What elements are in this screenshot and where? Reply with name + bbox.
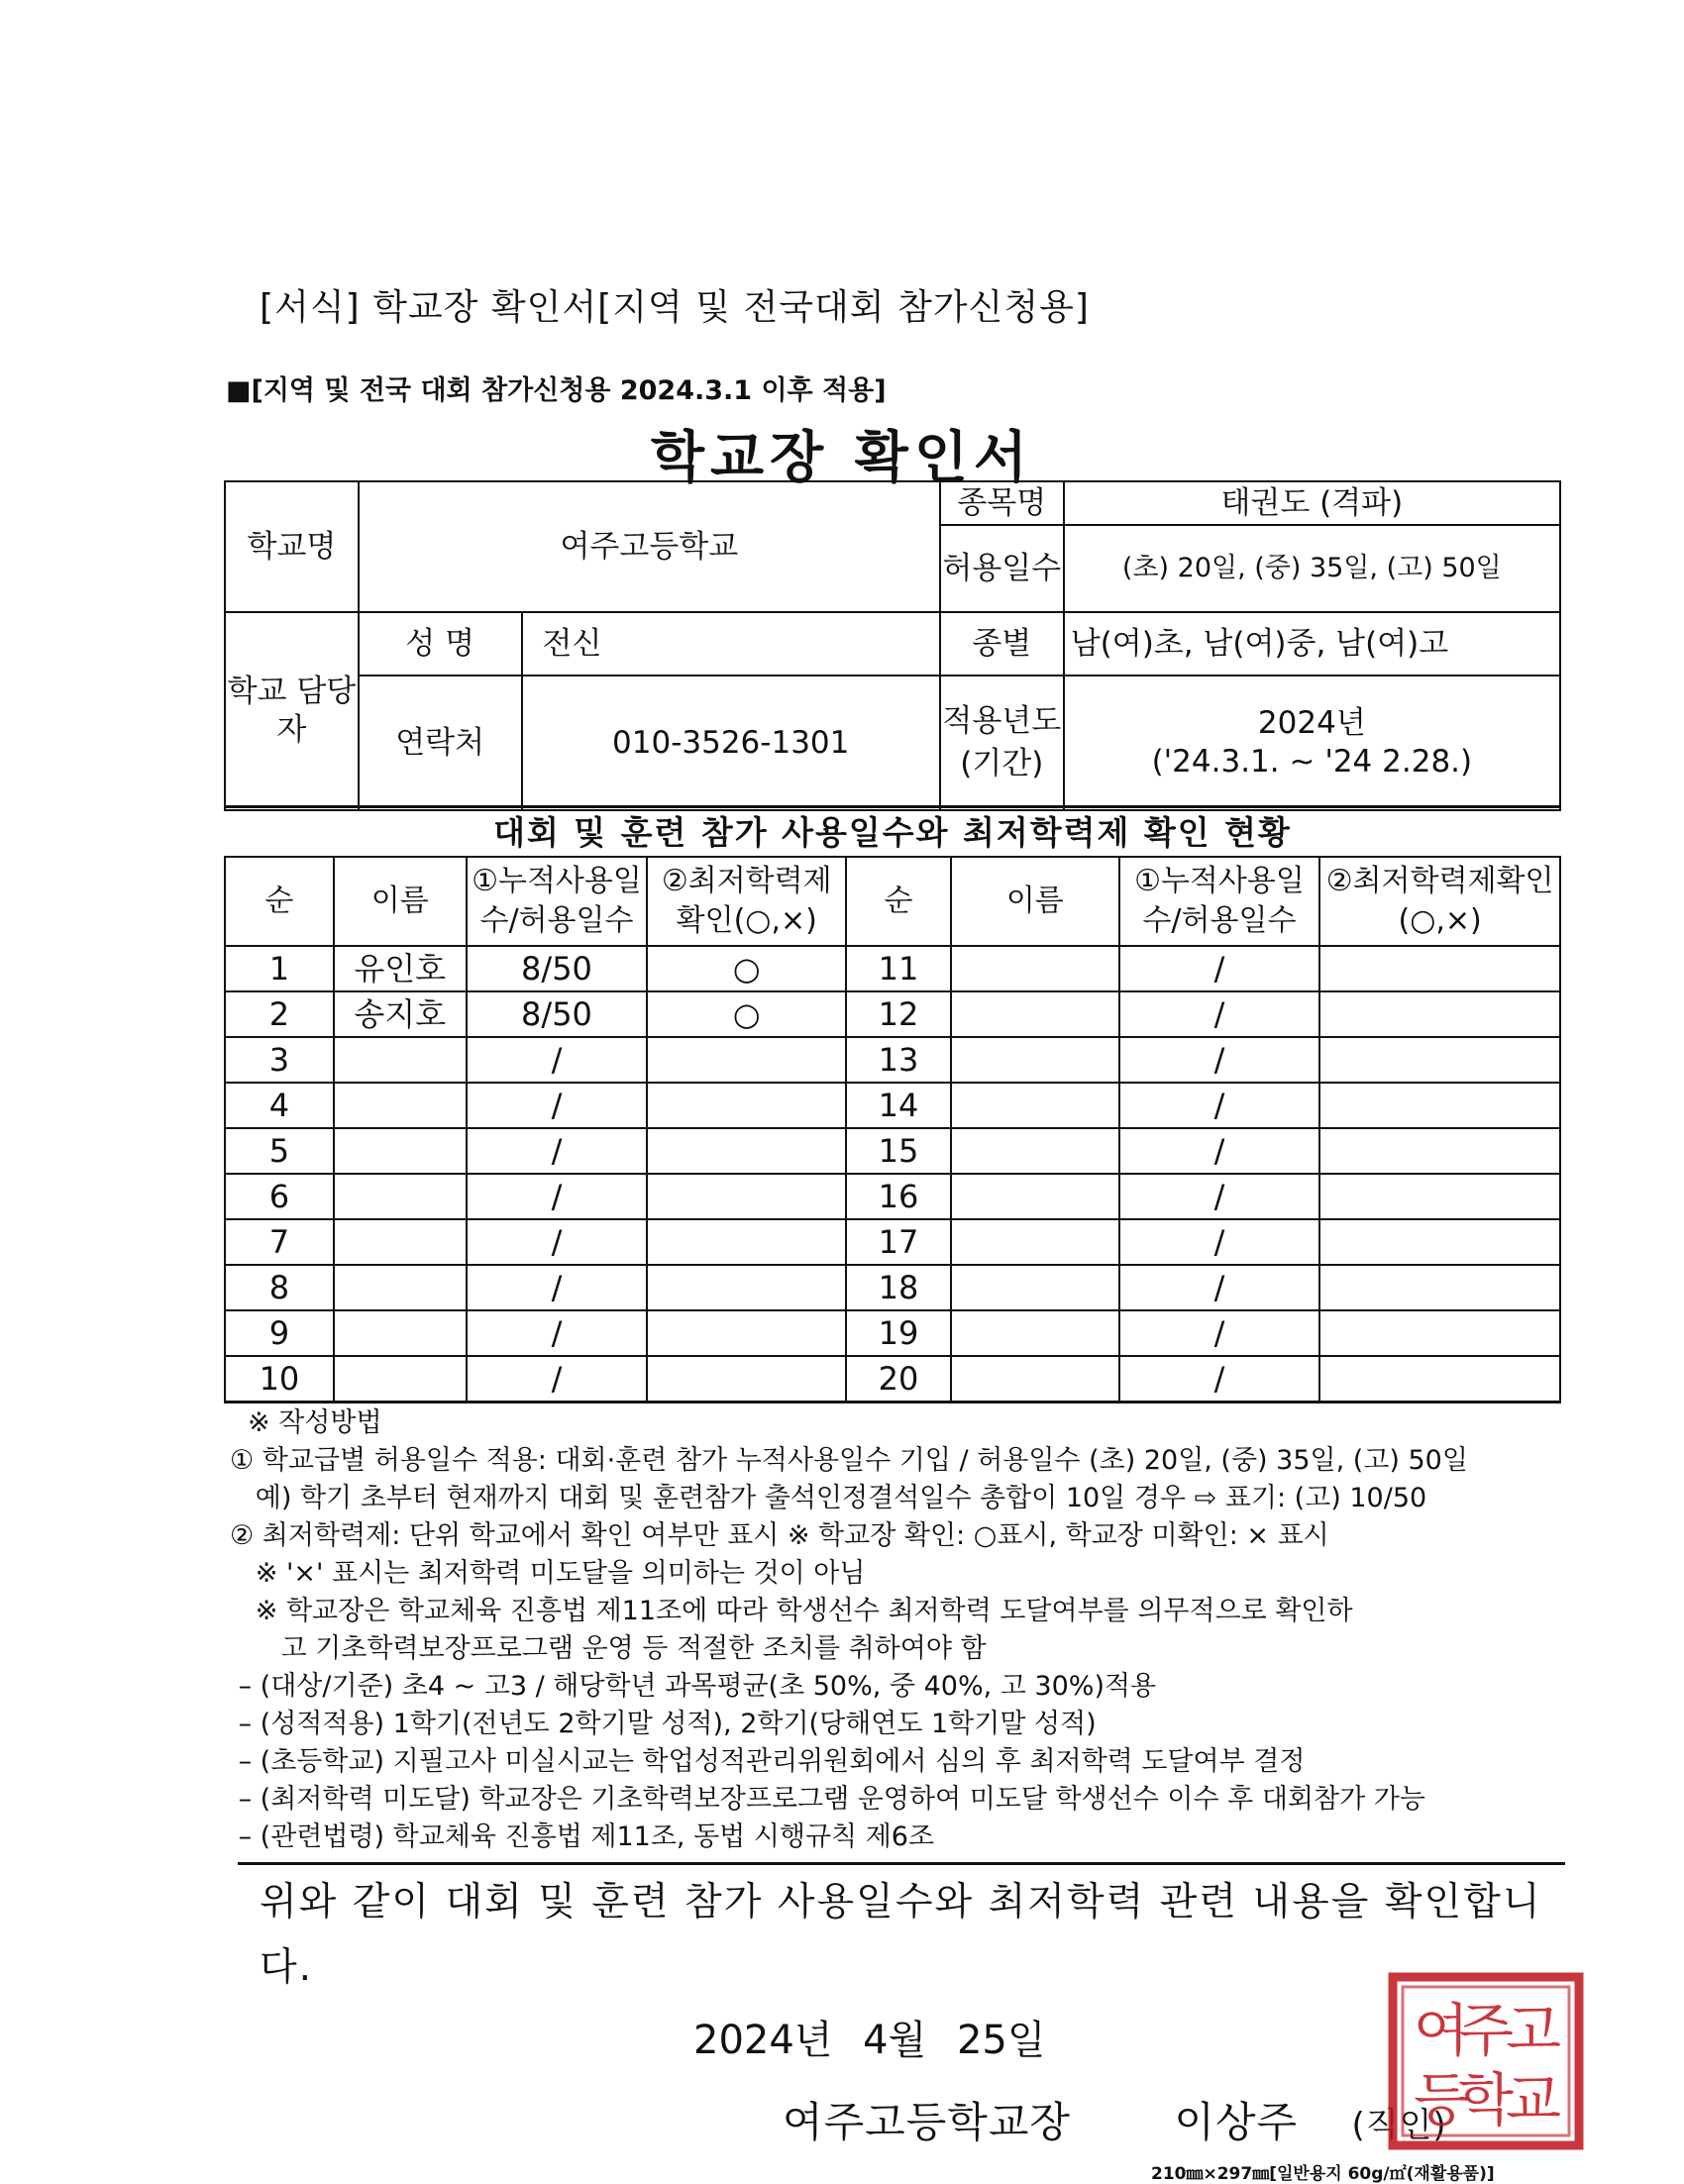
table-row <box>225 1128 1560 1174</box>
row-check <box>647 1356 846 1403</box>
row-check <box>647 1128 846 1174</box>
seal-mark: (직인) <box>1351 2106 1447 2145</box>
table-row <box>225 1174 1560 1219</box>
period-value: ('24.3.1. ~ '24 2.28.) <box>1151 744 1473 780</box>
school-label: 학교명 <box>225 481 359 612</box>
days-value: (초) 20일, (중) 35일, (고) 50일 <box>1064 525 1560 612</box>
header-name: 이름 <box>951 857 1119 946</box>
row-check: ○ <box>647 946 846 991</box>
row-name <box>951 1219 1119 1265</box>
row-name <box>951 1037 1119 1083</box>
instruction-line: ② 최저학력제: 단위 학교에서 확인 여부만 표시 ※ 학교장 확인: ○표시, 학교장 미확인: × 표시 <box>230 1520 1329 1551</box>
row-no: 14 <box>846 1083 951 1128</box>
year-value: 2024년 <box>1257 705 1366 742</box>
event-value: 태권도 (격파) <box>1064 481 1560 525</box>
signer <box>783 2090 1447 2149</box>
row-check <box>647 1310 846 1356</box>
document-title: 학교장 확인서 <box>650 426 1034 490</box>
svg-text:고: 고 <box>1505 1997 1562 2064</box>
info-table <box>224 480 1561 811</box>
row-no: 6 <box>225 1174 334 1219</box>
instruction-line: 고 기초학력보장프로그램 운영 등 적절한 조치를 취하여야 함 <box>230 1633 987 1664</box>
row-no: 20 <box>846 1356 951 1403</box>
row-name <box>334 1265 467 1310</box>
instructions-heading: ※ 작성방법 <box>248 1407 382 1438</box>
instructions <box>230 1404 1577 1856</box>
row-name <box>334 1310 467 1356</box>
table-row <box>225 1310 1560 1356</box>
row-name <box>334 1128 467 1174</box>
event-label: 종목명 <box>940 481 1064 525</box>
table-row <box>225 1219 1560 1265</box>
row-check <box>1319 991 1560 1037</box>
date-month: 4월 <box>863 2018 927 2063</box>
row-check <box>647 1037 846 1083</box>
row-name <box>951 946 1119 991</box>
row-days: / <box>467 1265 648 1310</box>
row-name <box>334 1356 467 1403</box>
row-name <box>951 991 1119 1037</box>
year-label: 적용년도 (기간) <box>940 676 1064 810</box>
header-days: ①누적사용일수/허용일수 <box>467 857 648 946</box>
row-name: 유인호 <box>334 946 467 991</box>
category-label: 종별 <box>940 612 1064 676</box>
header-check: ②최저학력제확인(○,×) <box>1319 857 1560 946</box>
divider <box>238 1862 1565 1865</box>
form-title: [서식] 학교장 확인서[지역 및 전국대회 참가신청용] <box>260 287 1090 328</box>
name-label: 성 명 <box>359 612 522 676</box>
svg-text:등: 등 <box>1413 2066 1470 2133</box>
row-check <box>1319 1265 1560 1310</box>
header-days: ①누적사용일수/허용일수 <box>1119 857 1320 946</box>
row-check <box>1319 1037 1560 1083</box>
school-value: 여주고등학교 <box>359 481 940 612</box>
row-name <box>951 1128 1119 1174</box>
table-row <box>225 1356 1560 1403</box>
category-value: 남(여)초, 남(여)중, 남(여)고 <box>1064 612 1560 676</box>
row-name <box>334 1174 467 1219</box>
row-days: / <box>1119 1310 1320 1356</box>
header-no: 순 <box>225 857 334 946</box>
roster-header <box>225 857 1560 946</box>
row-check: ○ <box>647 991 846 1037</box>
row-name <box>951 1174 1119 1219</box>
row-check <box>647 1174 846 1219</box>
table-row <box>225 991 1560 1037</box>
header-check: ②최저학력제확인(○,×) <box>647 857 846 946</box>
row-days: / <box>467 1174 648 1219</box>
contact-label: 연락처 <box>359 676 522 810</box>
row-check <box>1319 946 1560 991</box>
row-check <box>647 1219 846 1265</box>
instruction-line: – (관련법령) 학교체육 진흥법 제11조, 동법 시행규칙 제6조 <box>230 1821 935 1852</box>
row-no: 5 <box>225 1128 334 1174</box>
row-check <box>1319 1356 1560 1403</box>
row-no: 3 <box>225 1037 334 1083</box>
table-row <box>225 1265 1560 1310</box>
row-name <box>951 1083 1119 1128</box>
row-days: / <box>1119 991 1320 1037</box>
row-no: 15 <box>846 1128 951 1174</box>
row-no: 1 <box>225 946 334 991</box>
roster-table <box>224 856 1561 1404</box>
sub-title: ■[지역 및 전국 대회 참가신청용 2024.3.1 이후 적용] <box>226 375 887 406</box>
instruction-line: ※ '×' 표시는 최저학력 미도달을 의미하는 것이 아님 <box>230 1558 866 1589</box>
row-name <box>951 1310 1119 1356</box>
row-name: 송지호 <box>334 991 467 1037</box>
row-no: 18 <box>846 1265 951 1310</box>
instruction-line: – (대상/기준) 초4 ~ 고3 / 해당학년 과목평균(초 50%, 중 40%, 고 30%)적용 <box>230 1671 1157 1702</box>
row-days: / <box>467 1219 648 1265</box>
instruction-line: ※ 학교장은 학교체육 진흥법 제11조에 따라 학생선수 최저학력 도달여부를 의무적으로 확인하 <box>230 1596 1353 1626</box>
row-days: / <box>467 1128 648 1174</box>
days-label: 허용일수 <box>940 525 1064 612</box>
signer-name: 이상주 <box>1174 2098 1299 2146</box>
row-check <box>1319 1128 1560 1174</box>
instruction-line: 예) 학기 초부터 현재까지 대회 및 훈련참가 출석인정결석일수 총합이 10일 경우 ⇨ 표기: (고) 10/50 <box>230 1483 1427 1513</box>
table-row <box>225 1083 1560 1128</box>
row-days: / <box>1119 946 1320 991</box>
row-check <box>1319 1219 1560 1265</box>
row-no: 12 <box>846 991 951 1037</box>
school-seal-stamp <box>1387 1971 1585 2151</box>
row-no: 13 <box>846 1037 951 1083</box>
instruction-line: – (최저학력 미도달) 학교장은 기초학력보장프로그램 운영하여 미도달 학생선수 이수 후 대회참가 가능 <box>230 1784 1425 1815</box>
row-days: / <box>467 1356 648 1403</box>
row-days: / <box>1119 1219 1320 1265</box>
row-check <box>1319 1083 1560 1128</box>
closing-statement: 위와 같이 대회 및 훈련 참가 사용일수와 최저학력 관련 내용을 확인합니다. <box>260 1880 1542 1990</box>
row-check <box>1319 1174 1560 1219</box>
row-no: 2 <box>225 991 334 1037</box>
row-check <box>1319 1310 1560 1356</box>
table-row <box>225 1037 1560 1083</box>
row-name <box>951 1356 1119 1403</box>
row-days: 8/50 <box>467 991 648 1037</box>
row-check <box>647 1265 846 1310</box>
row-days: / <box>467 1037 648 1083</box>
name-value: 전신 <box>522 612 940 676</box>
row-no: 7 <box>225 1219 334 1265</box>
row-days: / <box>1119 1083 1320 1128</box>
row-no: 8 <box>225 1265 334 1310</box>
manager-label: 학교 담당자 <box>225 612 359 810</box>
row-days: / <box>1119 1037 1320 1083</box>
row-no: 4 <box>225 1083 334 1128</box>
header-no: 순 <box>846 857 951 946</box>
row-no: 17 <box>846 1219 951 1265</box>
signature-date <box>693 2009 1046 2065</box>
svg-text:주: 주 <box>1457 1997 1515 2064</box>
row-check <box>647 1083 846 1128</box>
table-row <box>225 946 1560 991</box>
date-day: 25일 <box>956 2018 1046 2063</box>
row-no: 9 <box>225 1310 334 1356</box>
signer-title: 여주고등학교장 <box>783 2098 1072 2146</box>
row-days: 8/50 <box>467 946 648 991</box>
row-days: / <box>1119 1174 1320 1219</box>
row-days: / <box>1119 1128 1320 1174</box>
row-days: / <box>1119 1356 1320 1403</box>
row-name <box>334 1219 467 1265</box>
date-year: 2024년 <box>693 2018 833 2063</box>
row-no: 11 <box>846 946 951 991</box>
row-name <box>334 1037 467 1083</box>
year-period <box>1064 676 1560 810</box>
svg-text:여: 여 <box>1413 1997 1470 2064</box>
svg-text:교: 교 <box>1505 2066 1562 2133</box>
row-name <box>951 1265 1119 1310</box>
row-name <box>334 1083 467 1128</box>
paper-spec-footer: 210㎜×297㎜[일반용지 60g/㎡(재활용품)] <box>1151 2164 1495 2184</box>
section-title: 대회 및 훈련 참가 사용일수와 최저학력제 확인 현황 <box>224 805 1561 858</box>
row-no: 19 <box>846 1310 951 1356</box>
instruction-line: ① 학교급별 허용일수 적용: 대회·훈련 참가 누적사용일수 기입 / 허용일수 (초) 20일, (중) 35일, (고) 50일 <box>230 1445 1468 1476</box>
row-no: 16 <box>846 1174 951 1219</box>
svg-text:학: 학 <box>1457 2066 1515 2133</box>
instruction-line: – (초등학교) 지필고사 미실시교는 학업성적관리위원회에서 심의 후 최저학력 도달여부 결정 <box>230 1746 1306 1777</box>
row-no: 10 <box>225 1356 334 1403</box>
row-days: / <box>467 1083 648 1128</box>
contact-value: 010-3526-1301 <box>522 676 940 810</box>
row-days: / <box>1119 1265 1320 1310</box>
instruction-line: – (성적적용) 1학기(전년도 2학기말 성적), 2학기(당해연도 1학기말 성적) <box>230 1709 1097 1739</box>
header-name: 이름 <box>334 857 467 946</box>
row-days: / <box>467 1310 648 1356</box>
